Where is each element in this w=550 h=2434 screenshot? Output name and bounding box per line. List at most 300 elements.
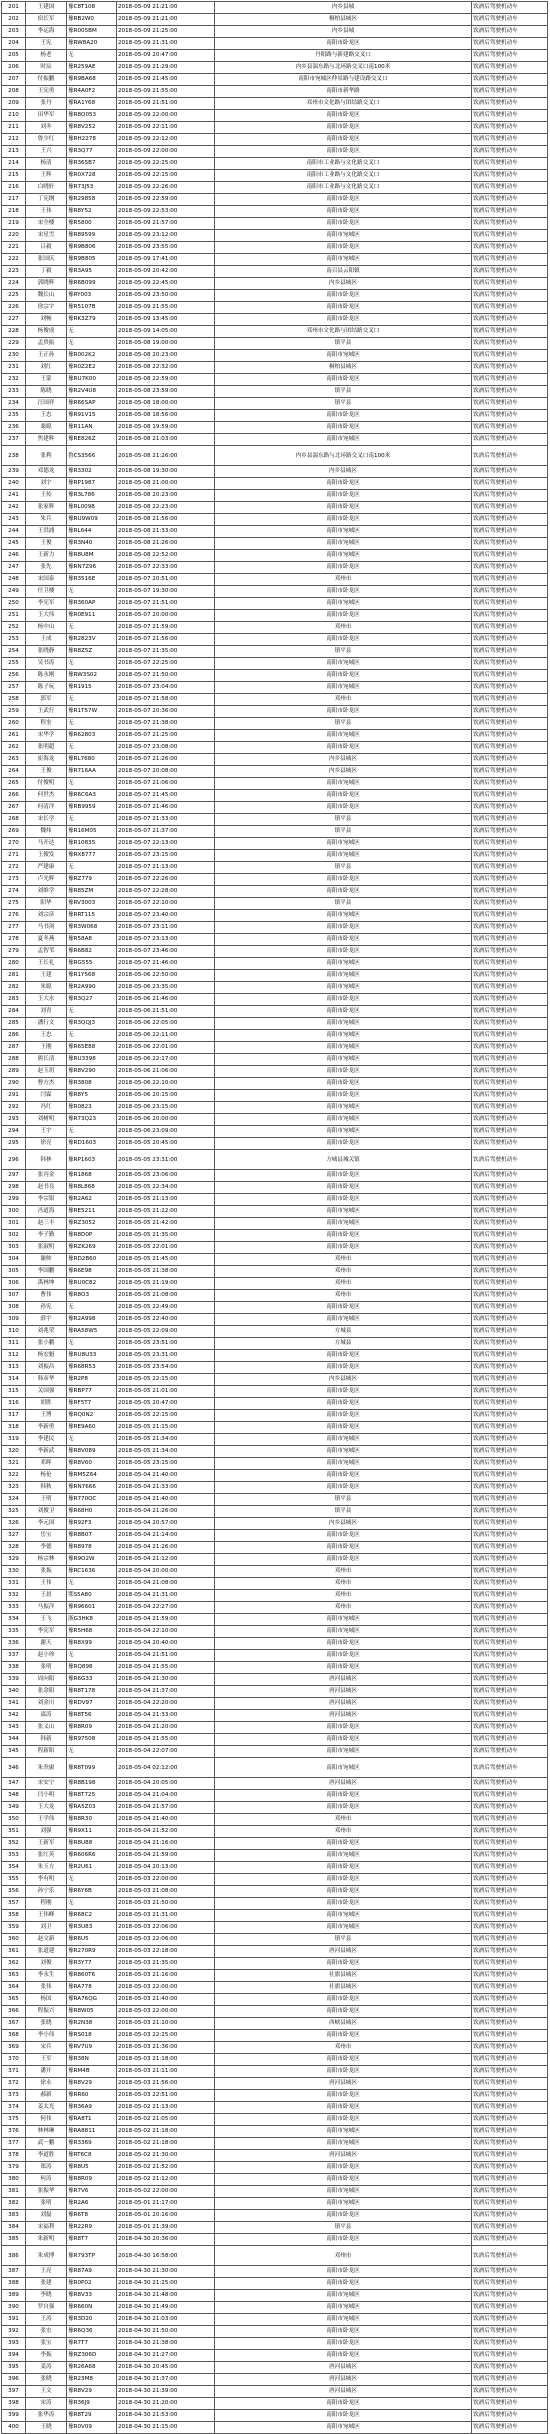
table-row (2, 1934, 548, 1946)
driver-name: 王军 (26, 2054, 67, 2066)
table-row (2, 2422, 548, 2434)
row-index: 330 (2, 1566, 26, 1578)
row-index: 203 (2, 26, 26, 38)
plate-number: 豫R8T725 (67, 1790, 117, 1802)
check-time: 2018-05-07 23:46:00 (117, 946, 215, 958)
plate-number: 豫R73Q23 (67, 1114, 117, 1126)
table-row (2, 886, 548, 898)
check-time: 2018-05-04 21:26:00 (117, 1506, 215, 1518)
check-location: 南阳市宛城区 (215, 538, 472, 550)
driver-name: 王宇 (26, 1126, 67, 1138)
driver-name: 姜涛 (26, 2362, 67, 2374)
violation-type: 饮酒后驾驶机动车 (472, 2210, 548, 2222)
violation-type: 饮酒后驾驶机动车 (472, 994, 548, 1006)
driver-name: 禹林坤 (26, 1278, 67, 1290)
plate-number: 豫RL644 (67, 526, 117, 538)
violation-type: 饮酒后驾驶机动车 (472, 1698, 548, 1710)
table-row (2, 230, 548, 242)
check-location: 南阳市卧龙区 (215, 1722, 472, 1734)
check-location: 南阳市卧龙区 (215, 1170, 472, 1182)
check-time: 2018-05-04 21:37:00 (117, 1686, 215, 1698)
check-time: 2018-05-07 21:46:00 (117, 802, 215, 814)
plate-number: 豫R8U88 (67, 1838, 117, 1850)
driver-name: 朱新明 (26, 2234, 67, 2246)
plate-number: 无 (67, 694, 117, 706)
check-location: 南阳市卧龙区 (215, 38, 472, 50)
table-row (2, 350, 548, 362)
check-time: 2018-05-05 22:15:00 (117, 1410, 215, 1422)
violation-type: 饮酒后驾驶机动车 (472, 410, 548, 422)
violation-type: 饮酒后驾驶机动车 (472, 110, 548, 122)
plate-number: 豫R8Y52 (67, 206, 117, 218)
driver-name: 刘卫 (26, 1922, 67, 1934)
row-index: 239 (2, 466, 26, 478)
check-time: 2018-05-04 20:00:00 (117, 1566, 215, 1578)
driver-name: 朱兵 (26, 514, 67, 526)
row-index: 299 (2, 1194, 26, 1206)
row-index: 390 (2, 2302, 26, 2314)
plate-number: 豫R0Z2E2 (67, 362, 117, 374)
row-index: 316 (2, 1398, 26, 1410)
plate-number: 无 (67, 1126, 117, 1138)
driver-name: 严建康 (26, 862, 67, 874)
check-location: 内乡县湍东路与北环路交叉口南100米 (215, 62, 472, 74)
driver-name: 朱玉方 (26, 1862, 67, 1874)
plate-number: 豫R9X11 (67, 1826, 117, 1838)
check-time: 2018-05-06 22:11:00 (117, 1030, 215, 1042)
check-time: 2018-05-07 21:56:00 (117, 634, 215, 646)
plate-number: 豫RA8811 (67, 2126, 117, 2138)
check-location: 南召县云阳镇 (215, 266, 472, 278)
row-index: 342 (2, 1710, 26, 1722)
driver-name: 王宪勇 (26, 86, 67, 98)
violation-type: 饮酒后驾驶机动车 (472, 38, 548, 50)
check-time: 2018-04-30 21:27:00 (117, 2350, 215, 2362)
row-index: 362 (2, 1958, 26, 1970)
row-index: 290 (2, 1078, 26, 1090)
violation-type: 饮酒后驾驶机动车 (472, 1790, 548, 1802)
check-location: 南阳市卧龙区 (215, 1182, 472, 1194)
violation-type: 饮酒后驾驶机动车 (472, 2054, 548, 2066)
violation-type: 饮酒后驾驶机动车 (472, 718, 548, 730)
plate-number: 豫R8V60 (67, 1458, 117, 1470)
check-time: 2018-05-07 22:10:00 (117, 898, 215, 910)
row-index: 262 (2, 742, 26, 754)
plate-number: 豫R5H68 (67, 1626, 117, 1638)
check-time: 2018-05-03 22:00:00 (117, 2006, 215, 2018)
table-row (2, 1970, 548, 1982)
check-time: 2018-05-05 21:38:00 (117, 1266, 215, 1278)
plate-number: 豫R92F3 (67, 1518, 117, 1530)
check-time: 2018-04-30 21:15:00 (117, 2422, 215, 2434)
plate-number: 豫R660N (67, 2302, 117, 2314)
violation-type: 饮酒后驾驶机动车 (472, 1290, 548, 1302)
table-row (2, 1206, 548, 1218)
check-time: 2018-05-03 22:25:00 (117, 2030, 215, 2042)
plate-number: 豫R7V6 (67, 2186, 117, 2198)
driver-name: 王大龙 (26, 1802, 67, 1814)
check-time: 2018-05-05 22:34:00 (117, 1182, 215, 1194)
check-location: 南阳市宛城区 (215, 958, 472, 970)
plate-number: 豫R3Y77 (67, 1958, 117, 1970)
check-location: 镇平县 (215, 862, 472, 874)
table-row (2, 98, 548, 110)
driver-name: 赵书良 (26, 1182, 67, 1194)
row-index: 204 (2, 38, 26, 50)
plate-number: 豫R36A9 (67, 2102, 117, 2114)
table-row (2, 2126, 548, 2138)
table-row (2, 326, 548, 338)
driver-name: 赵三丰 (26, 1218, 67, 1230)
table-row (2, 1814, 548, 1826)
row-index: 296 (2, 1150, 26, 1170)
violation-type: 饮酒后驾驶机动车 (472, 1206, 548, 1218)
check-location: 邓州市 (215, 574, 472, 586)
check-location: 南阳市卧龙区 (215, 1838, 472, 1850)
row-index: 318 (2, 1422, 26, 1434)
table-row (2, 562, 548, 574)
table-row (2, 386, 548, 398)
check-location: 南阳市宛城区 (215, 1922, 472, 1934)
row-index: 343 (2, 1722, 26, 1734)
check-time: 2018-05-05 21:42:00 (117, 1218, 215, 1230)
table-row (2, 1338, 548, 1350)
row-index: 224 (2, 278, 26, 290)
check-location: 南阳市宛城区 (215, 838, 472, 850)
check-time: 2018-05-06 22:17:00 (117, 1054, 215, 1066)
row-index: 306 (2, 1278, 26, 1290)
violation-type: 饮酒后驾驶机动车 (472, 550, 548, 562)
check-location: 南阳市卧龙区 (215, 122, 472, 134)
row-index: 311 (2, 1338, 26, 1350)
check-location: 南阳市卧龙区 (215, 1090, 472, 1102)
table-row (2, 1114, 548, 1126)
plate-number: 豫R9B805 (67, 254, 117, 266)
check-time: 2018-05-06 23:35:00 (117, 982, 215, 994)
check-time: 2018-05-04 21:31:00 (117, 1590, 215, 1602)
row-index: 214 (2, 158, 26, 170)
plate-number: 豫R6T8 (67, 2210, 117, 2222)
driver-name: 宋华学 (26, 730, 67, 742)
plate-number: 豫RDV97 (67, 1698, 117, 1710)
plate-number: 豫R8Q053 (67, 110, 117, 122)
violation-type: 饮酒后驾驶机动车 (472, 290, 548, 302)
check-location: 南阳市宛城区 (215, 526, 472, 538)
check-location: 邓州市 (215, 694, 472, 706)
plate-number: 豫RB9959 (67, 802, 117, 814)
plate-number: 豫R8T7 (67, 2234, 117, 2246)
driver-name: 杨伦 (26, 1470, 67, 1482)
plate-number: 豫RZ779 (67, 874, 117, 886)
row-index: 381 (2, 2186, 26, 2198)
violation-type: 饮酒后驾驶机动车 (472, 2066, 548, 2078)
check-time: 2018-05-01 21:39:00 (117, 2222, 215, 2234)
check-time: 2018-05-04 21:16:00 (117, 1838, 215, 1850)
plate-number: 豫RA5Z03 (67, 1802, 117, 1814)
plate-number: 豫R8L868 (67, 1182, 117, 1194)
check-location: 南阳市宛城区 (215, 1626, 472, 1638)
violation-type: 饮酒后驾驶机动车 (472, 1314, 548, 1326)
violation-type: 饮酒后驾驶机动车 (472, 1114, 548, 1126)
check-location: 南阳市宛城区 (215, 1758, 472, 1778)
row-index: 211 (2, 122, 26, 134)
driver-name: 李永生 (26, 1970, 67, 1982)
check-location: 南阳市宛城区 (215, 550, 472, 562)
driver-name: 郝新 (26, 2090, 67, 2102)
plate-number: 无 (67, 1006, 117, 1018)
row-index: 338 (2, 1662, 26, 1674)
violation-type: 饮酒后驾驶机动车 (472, 1710, 548, 1722)
driver-name: 白晓轩 (26, 182, 67, 194)
check-location: 南阳市卧龙区 (215, 1542, 472, 1554)
plate-number: 豫R29858 (67, 194, 117, 206)
driver-name: 张建 (26, 2278, 67, 2290)
check-location: 南阳市卧龙区 (215, 706, 472, 718)
check-location: 南阳市宛城区 (215, 2314, 472, 2326)
driver-name: 王辉 (26, 170, 67, 182)
plate-number: 豫R1915 (67, 682, 117, 694)
plate-number: 豫R5800 (67, 218, 117, 230)
violation-type: 饮酒后驾驶机动车 (472, 1018, 548, 1030)
check-time: 2018-05-09 20:47:00 (117, 50, 215, 62)
table-row (2, 2150, 548, 2162)
check-time: 2018-05-05 22:40:00 (117, 1314, 215, 1326)
violation-type: 饮酒后驾驶机动车 (472, 1686, 548, 1698)
check-location: 南阳市宛城区 (215, 2290, 472, 2302)
check-time: 2018-05-07 23:15:00 (117, 850, 215, 862)
check-time: 2018-05-08 21:03:00 (117, 434, 215, 446)
violation-type: 饮酒后驾驶机动车 (472, 2374, 548, 2386)
violation-type: 饮酒后驾驶机动车 (472, 1862, 548, 1874)
check-time: 2018-05-08 21:33:00 (117, 526, 215, 538)
violation-type: 饮酒后驾驶机动车 (472, 2314, 548, 2326)
row-index: 201 (2, 2, 26, 14)
plate-number: 豫RP1987 (67, 478, 117, 490)
table-row (2, 1542, 548, 1554)
check-location: 南阳市卧龙区 (215, 1862, 472, 1874)
check-location: 唐河县城区 (215, 1946, 472, 1958)
violation-type: 饮酒后驾驶机动车 (472, 1078, 548, 1090)
check-location: 南阳市宛城区 (215, 1206, 472, 1218)
table-row (2, 1030, 548, 1042)
table-row (2, 110, 548, 122)
check-time: 2018-05-08 21:26:00 (117, 538, 215, 550)
check-time: 2018-05-03 21:36:00 (117, 2042, 215, 2054)
row-index: 266 (2, 790, 26, 802)
table-row (2, 1278, 548, 1290)
check-location: 社旗县城区 (215, 1982, 472, 1994)
check-location: 南阳市卧龙区 (215, 2114, 472, 2126)
driver-name: 刘磊 (26, 2210, 67, 2222)
check-time: 2018-05-04 21:51:00 (117, 1650, 215, 1662)
plate-number: 豫R8Y5 (67, 1090, 117, 1102)
check-location: 内乡县湍东路与北环路交叉口南100米 (215, 446, 472, 466)
row-index: 281 (2, 970, 26, 982)
row-index: 364 (2, 1982, 26, 1994)
table-row (2, 682, 548, 694)
violation-type: 饮酒后驾驶机动车 (472, 218, 548, 230)
driver-name: 李宗银 (26, 1194, 67, 1206)
check-time: 2018-05-07 20:36:00 (117, 706, 215, 718)
table-row (2, 466, 548, 478)
plate-number: 豫R0P02 (67, 2278, 117, 2290)
plate-number: 豫R3516E (67, 574, 117, 586)
violation-type: 饮酒后驾驶机动车 (472, 2350, 548, 2362)
table-row (2, 1626, 548, 1638)
check-location: 南阳市卧龙区 (215, 290, 472, 302)
row-index: 278 (2, 934, 26, 946)
violation-type: 饮酒后驾驶机动车 (472, 2198, 548, 2210)
row-index: 319 (2, 1434, 26, 1446)
table-row (2, 1182, 548, 1194)
row-index: 332 (2, 1590, 26, 1602)
check-location: 南阳市卧龙区 (215, 1994, 472, 2006)
table-row (2, 1102, 548, 1114)
plate-number: 豫R11AN (67, 422, 117, 434)
plate-number: 豫RR60 (67, 2090, 117, 2102)
driver-name: 熊长清 (26, 1054, 67, 1066)
row-index: 237 (2, 434, 26, 446)
plate-number: 豫RL7680 (67, 754, 117, 766)
check-time: 2018-05-07 20:51:00 (117, 574, 215, 586)
table-row (2, 1566, 548, 1578)
table-row (2, 14, 548, 26)
row-index: 213 (2, 146, 26, 158)
plate-number: 豫R2V4U8 (67, 386, 117, 398)
check-location: 南阳市宛城区 (215, 2302, 472, 2314)
check-time: 2018-04-30 21:38:00 (117, 2338, 215, 2350)
driver-name: 刘宗彦 (26, 910, 67, 922)
plate-number: 豫RV3003 (67, 898, 117, 910)
row-index: 344 (2, 1734, 26, 1746)
plate-number: 豫R16M05 (67, 826, 117, 838)
plate-number: 豫R3W068 (67, 922, 117, 934)
check-time: 2018-05-03 21:50:00 (117, 1898, 215, 1910)
violation-type: 饮酒后驾驶机动车 (472, 1066, 548, 1078)
violation-type: 饮酒后驾驶机动车 (472, 874, 548, 886)
check-location: 镇平县 (215, 898, 472, 910)
check-location: 南阳市宛城区 (215, 1910, 472, 1922)
check-location: 南阳市卧龙区 (215, 2266, 472, 2278)
violation-type: 饮酒后驾驶机动车 (472, 2150, 548, 2162)
violation-type: 饮酒后驾驶机动车 (472, 1362, 548, 1374)
driver-name: 张淑明 (26, 1242, 67, 1254)
driver-name: 吕毅 (26, 242, 67, 254)
check-time: 2018-05-09 21:31:00 (117, 38, 215, 50)
driver-name: 潘开 (26, 2066, 67, 2078)
check-time: 2018-05-08 20:23:00 (117, 350, 215, 362)
check-time: 2018-05-01 20:16:00 (117, 2210, 215, 2222)
row-index: 273 (2, 874, 26, 886)
table-row (2, 1434, 548, 1446)
check-time: 2018-05-08 19:59:00 (117, 422, 215, 434)
plate-number: 豫RD2B60 (67, 1254, 117, 1266)
row-index: 373 (2, 2090, 26, 2102)
violation-type: 饮酒后驾驶机动车 (472, 1030, 548, 1042)
row-index: 233 (2, 386, 26, 398)
violation-type: 饮酒后驾驶机动车 (472, 730, 548, 742)
table-row (2, 634, 548, 646)
row-index: 399 (2, 2410, 26, 2422)
plate-number: 无 (67, 718, 117, 730)
table-row (2, 538, 548, 550)
row-index: 238 (2, 446, 26, 466)
violation-type: 饮酒后驾驶机动车 (472, 1302, 548, 1314)
check-location: 南阳市卧龙区 (215, 134, 472, 146)
plate-number: 豫R8V33 (67, 2290, 117, 2302)
plate-number: 豫R270R9 (67, 1946, 117, 1958)
check-time: 2018-05-09 22:25:00 (117, 158, 215, 170)
violation-type: 饮酒后驾驶机动车 (472, 2386, 548, 2398)
violation-type: 饮酒后驾驶机动车 (472, 958, 548, 970)
table-row (2, 2278, 548, 2290)
check-time: 2018-05-05 20:45:00 (117, 1138, 215, 1150)
driver-name: 王伟 (26, 206, 67, 218)
row-index: 252 (2, 622, 26, 634)
violation-type: 饮酒后驾驶机动车 (472, 2246, 548, 2266)
check-location: 南阳市卧龙区 (215, 802, 472, 814)
driver-name: 桑聪 (26, 422, 67, 434)
check-location: 南阳市宛城区 (215, 910, 472, 922)
check-location: 唐河县城区 (215, 2078, 472, 2090)
violation-type: 饮酒后驾驶机动车 (472, 2, 548, 14)
table-row (2, 1590, 548, 1602)
violation-type: 饮酒后驾驶机动车 (472, 1614, 548, 1626)
row-index: 380 (2, 2174, 26, 2186)
plate-number: 豫RG555 (67, 958, 117, 970)
check-time: 2018-05-07 21:38:00 (117, 718, 215, 730)
violation-type: 饮酒后驾驶机动车 (472, 526, 548, 538)
driver-name: 韩新 (26, 1734, 67, 1746)
plate-number: 豫R8Z5Z (67, 646, 117, 658)
row-index: 397 (2, 2386, 26, 2398)
plate-number: 豫R2A998 (67, 1314, 117, 1326)
check-location: 南阳市宛城区 (215, 1054, 472, 1066)
check-location: 南阳市卧龙区 (215, 314, 472, 326)
driver-name: 王新力 (26, 550, 67, 562)
table-row (2, 1458, 548, 1470)
check-time: 2018-05-08 21:56:00 (117, 514, 215, 526)
check-location: 南阳市卧龙区 (215, 874, 472, 886)
table-row (2, 1266, 548, 1278)
table-row (2, 170, 548, 182)
plate-number: 豫RM5Z64 (67, 1470, 117, 1482)
violation-type: 饮酒后驾驶机动车 (472, 1554, 548, 1566)
table-row (2, 550, 548, 562)
check-time: 2018-05-05 23:51:00 (117, 1338, 215, 1350)
row-index: 392 (2, 2326, 26, 2338)
table-row (2, 826, 548, 838)
check-location: 南阳市卧龙区 (215, 2162, 472, 2174)
check-time: 2018-05-09 22:00:00 (117, 146, 215, 158)
table-row (2, 814, 548, 826)
check-time: 2018-05-04 20:13:00 (117, 1862, 215, 1874)
plate-number: 豫R22R9 (67, 2222, 117, 2234)
row-index: 218 (2, 206, 26, 218)
table-row (2, 62, 548, 74)
row-index: 217 (2, 194, 26, 206)
check-location: 南阳市卧龙区 (215, 994, 472, 1006)
check-location: 南阳市卧龙区 (215, 1422, 472, 1434)
check-time: 2018-05-07 22:13:00 (117, 838, 215, 850)
table-row (2, 374, 548, 386)
violation-type: 饮酒后驾驶机动车 (472, 338, 548, 350)
row-index: 243 (2, 514, 26, 526)
check-location: 南阳市卧龙区 (215, 490, 472, 502)
check-time: 2018-05-02 21:18:00 (117, 2138, 215, 2150)
driver-name: 张明超 (26, 742, 67, 754)
check-location: 唐河县城区 (215, 1674, 472, 1686)
